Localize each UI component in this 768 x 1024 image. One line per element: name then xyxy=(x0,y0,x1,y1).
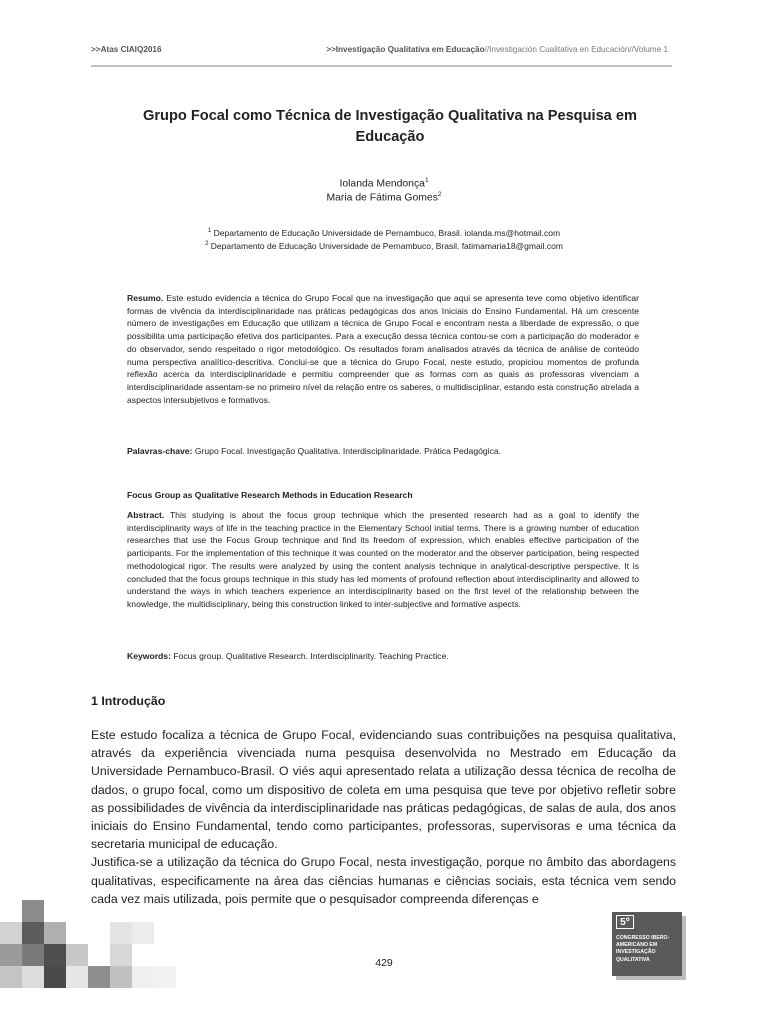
header-section-es: //Investigación Cualitativa en Educación//Volume 1 xyxy=(484,45,668,54)
badge-line: CONGRESSO IBERO- xyxy=(616,935,670,941)
badge-text xyxy=(616,935,680,964)
author-name: Iolanda Mendonça xyxy=(339,178,425,190)
resumo-label: Resumo. xyxy=(127,293,164,303)
author-1 xyxy=(0,177,768,189)
affiliation-text: Departamento de Educação Universidade de Pernambuco, Brasil. fatimamaria18@gmail.com xyxy=(210,241,563,251)
deco-square xyxy=(22,922,44,944)
abstract-text: This studying is about the focus group technique which the presented research had as a goal to identify the interdisciplinarity ways of life in the teaching practice in the Elementary School initial terms. There is a growing number of education researches that use the Focus Group technique and find its freedom of expression, which enables effective participation of the participants. For the implementation of this technique it was counted on the moderator and the observer participation, being respected methodological rigor. The results were analyzed by using the content analysis technique in analytical-descriptive perspective. It is concluded that the focus groups technique in this study has led moments of profound reflection about interdisciplinarity and allowed to understand the ways in which teachers experience an interdisciplinarity based on the first level of the relationship between the knowledge, the multidisciplinary, being this construction linked to inter-subjective and formative aspects. xyxy=(127,510,640,609)
deco-square xyxy=(0,966,22,988)
affiliation-2 xyxy=(0,241,768,251)
badge-number: 5º xyxy=(616,915,634,929)
badge-line: AMERICANO EM xyxy=(616,942,658,949)
deco-square xyxy=(66,966,88,988)
deco-square xyxy=(132,966,154,988)
deco-square xyxy=(132,922,154,944)
section-heading: 1 Introdução xyxy=(91,694,166,708)
body-paragraph: Este estudo focaliza a técnica de Grupo Focal, evidenciando suas contribuições na pesquisa qualitativa, através da experiência vivenciada numa pesquisa desenvolvida no Mestrado em Educação da Universidade Pernambuco-Brasil. O viés aqui apresentado relata a utilização dessa técnica de recolha de dados, o grupo focal, como um dispositivo de coleta em uma pesquisa que teve por objetivo refletir sobre as possibilidades de vivência da interdisciplinaridade nas práticas pedagógicas, de salas de aula, dos anos iniciais do Ensino Fundamental, tendo como participantes, professoras, supervisoras e uma técnica da secretaria municipal de educação. xyxy=(91,728,676,852)
abstract-label: Abstract. xyxy=(127,510,165,520)
author-2 xyxy=(0,191,768,203)
badge-line: QUALITATIVA xyxy=(616,956,650,963)
palavras-chave xyxy=(127,446,647,456)
deco-square xyxy=(154,966,176,988)
page-number: 429 xyxy=(375,957,393,969)
palavras-chave-label: Palavras-chave: xyxy=(127,446,193,456)
header-volume xyxy=(326,45,668,54)
paper-title: Grupo Focal como Técnica de Investigação Qualitativa na Pesquisa em Educação xyxy=(143,108,637,145)
affiliation-sup: 2 xyxy=(205,241,209,248)
keywords-text: Focus group. Qualitative Research. Interdisciplinarity. Teaching Practice. xyxy=(173,651,449,661)
author-sup: 2 xyxy=(437,191,442,198)
resumo-text: Este estudo evidencia a técnica do Grupo Focal que na investigação que aqui se apresenta teve como objetivo identificar formas de vivência da interdisciplinaridade nas práticas pedagógicas dos anos Iniciais do Ensino Fundamental. Há um crescente número de investigações em Educação que utilizam a técnica de Grupo Focal e encontram nesta a liberdade de expressão, o que possibilita uma participação efetiva dos participantes. Para a execução dessa técnica contou-se com a participação do moderador e do observador, sendo respeitado o rigor metodológico. Os resultados foram analisados através da técnica de análise de conteúdo numa perspectiva analítico-descritiva. Conclui-se que a técnica do Grupo Focal, neste estudo, propiciou momentos de profunda reflexão acerca da interdisciplinaridade e permitiu compreender que as formas com as quais as professoras vivenciam a interdisciplinaridade assentam-se no primeiro nível da relação entre os saberes, o multidisciplinar, estando esta construção atrelada a aspectos intersubjetivos e formativos. xyxy=(127,293,640,405)
header-section: >>Investigação Qualitativa em Educação xyxy=(326,45,485,54)
deco-square xyxy=(22,900,44,922)
abstract-block xyxy=(127,509,639,611)
palavras-chave-text: Grupo Focal. Investigação Qualitativa. Interdisciplinaridade. Prática Pedagógica. xyxy=(194,446,502,456)
english-title: Focus Group as Qualitative Research Methods in Education Research xyxy=(127,490,413,500)
author-name: Maria de Fátima Gomes xyxy=(326,192,438,204)
resumo-block xyxy=(127,292,639,406)
running-header xyxy=(91,45,668,57)
header-conference: >>Atas CIAIQ2016 xyxy=(91,45,162,54)
badge-line: INVESTIGAÇÃO xyxy=(616,949,656,956)
affiliation-sup: 1 xyxy=(207,228,212,235)
deco-square xyxy=(22,966,44,988)
deco-square xyxy=(110,966,132,988)
deco-square xyxy=(44,966,66,988)
keywords xyxy=(127,651,647,661)
deco-square xyxy=(44,922,66,944)
header-divider xyxy=(91,65,672,67)
congress-badge xyxy=(612,912,682,976)
keywords-label: Keywords: xyxy=(127,651,171,661)
body-paragraph: Justifica-se a utilização da técnica do Grupo Focal, nesta investigação, porque no âmbito das abordagens qualitativas, especificamente na área das ciências humanas e ciências sociais, esta técnica vem sendo cada vez mais utilizada, pois permite que o pesquisador compreenda diferenças e xyxy=(91,855,676,906)
deco-square xyxy=(110,922,132,944)
deco-square xyxy=(0,922,22,944)
affiliation-text: Departamento de Educação Universidade de Pernambuco, Brasil. iolanda.ms@hotmail.com xyxy=(213,228,561,238)
author-sup: 1 xyxy=(424,177,429,184)
deco-square xyxy=(88,966,110,988)
body-text xyxy=(91,726,676,908)
affiliation-1 xyxy=(0,228,768,238)
